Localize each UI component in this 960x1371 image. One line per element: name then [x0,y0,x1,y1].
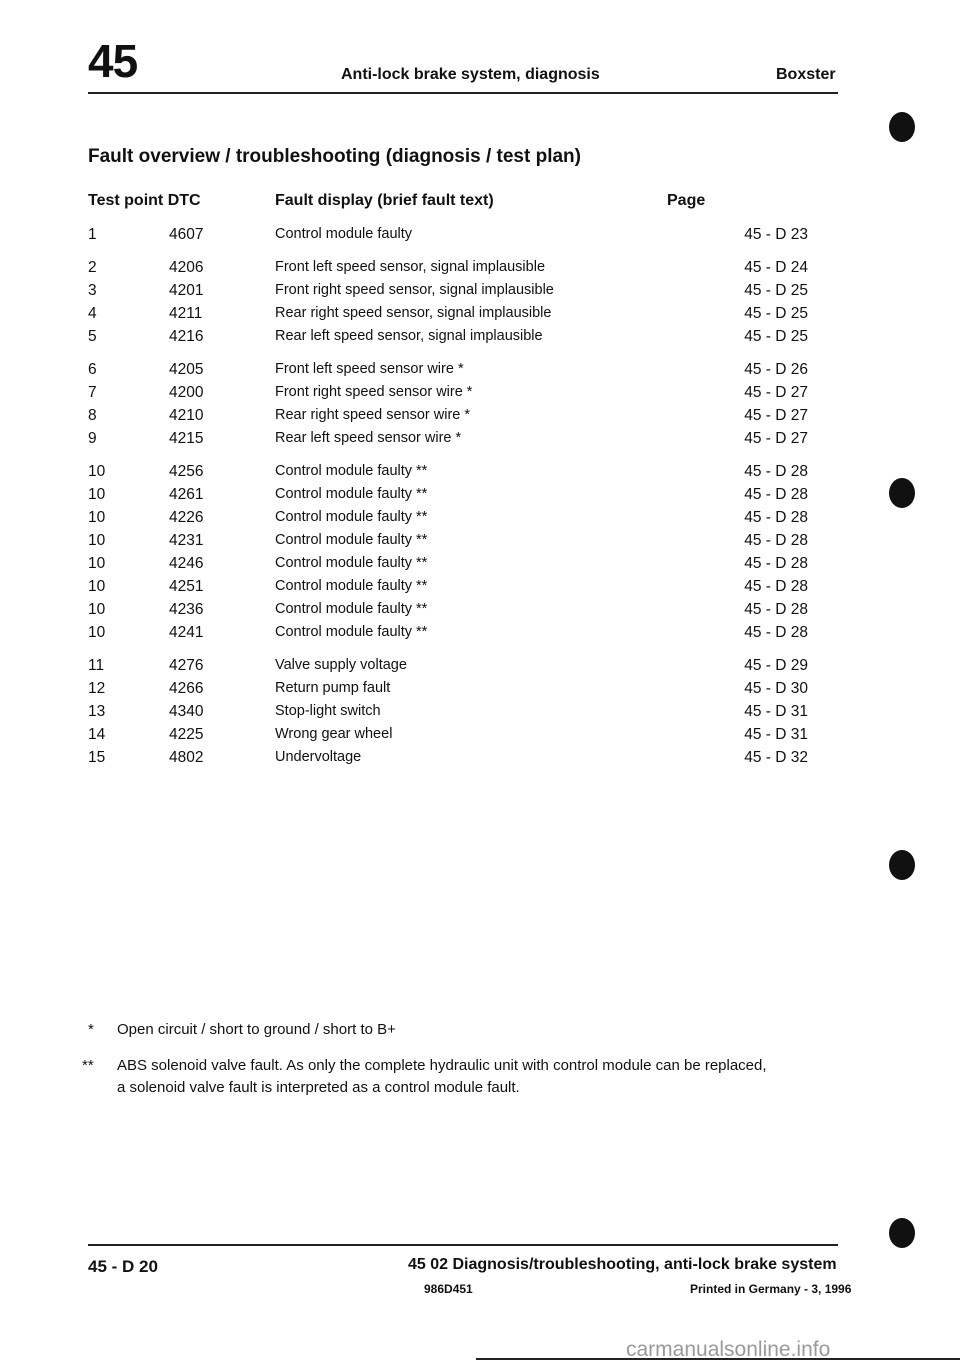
fault-text-cell: Front right speed sensor wire * [275,384,473,400]
fault-text-cell: Rear left speed sensor, signal implausible [275,328,543,344]
test-point-cell: 8 [88,407,97,424]
dtc-cell: 4210 [169,407,204,424]
page-ref-cell: 45 - D 28 [744,624,808,641]
fault-text-cell: Rear right speed sensor wire * [275,407,471,423]
test-point-cell: 4 [88,305,97,322]
footer-page-number: 45 - D 20 [88,1257,158,1276]
test-point-cell: 7 [88,384,97,401]
fault-text-cell: Rear left speed sensor wire * [275,430,462,446]
section-number: 45 [88,35,138,87]
table-row [88,601,808,624]
fault-text-cell: Stop-light switch [275,703,381,719]
fault-text-cell: Control module faulty [275,226,413,242]
table-row [88,226,808,249]
page-ref-cell: 45 - D 26 [744,361,808,378]
page-ref-cell: 45 - D 28 [744,578,808,595]
fault-text-cell: Control module faulty ** [275,463,428,479]
test-point-cell: 5 [88,328,97,345]
test-point-cell: 10 [88,555,106,572]
table-row [88,532,808,555]
page-ref-cell: 45 - D 25 [744,328,808,345]
dtc-cell: 4251 [169,578,204,595]
dtc-cell: 4802 [169,749,204,766]
dtc-cell: 4266 [169,680,204,697]
test-point-cell: 6 [88,361,97,378]
table-row [88,578,808,601]
dtc-cell: 4276 [169,657,204,674]
page-ref-cell: 45 - D 25 [744,305,808,322]
test-point-cell: 10 [88,509,106,526]
fault-text-cell: Control module faulty ** [275,555,428,571]
header-model: Boxster [776,66,836,83]
table-row [88,703,808,726]
fault-text-cell: Front right speed sensor, signal implausible [275,282,554,298]
dtc-cell: 4246 [169,555,204,572]
page-ref-cell: 45 - D 24 [744,259,808,276]
table-row [88,726,808,749]
table-row [88,328,808,351]
watermark: carmanualsonline.info [626,1338,831,1361]
table-row [88,361,808,384]
table-row [88,555,808,578]
fault-text-cell: Front left speed sensor wire * [275,361,464,377]
dtc-cell: 4256 [169,463,204,480]
footer-divider [88,1244,838,1246]
punch-hole-dot [889,850,915,880]
page-ref-cell: 45 - D 28 [744,555,808,572]
table-row [88,305,808,328]
page-ref-cell: 45 - D 27 [744,430,808,447]
punch-hole-dot [889,1218,915,1248]
dtc-cell: 4206 [169,259,204,276]
note-2-line-2: a solenoid valve fault is interpreted as a control module fault. [117,1079,520,1096]
test-point-cell: 10 [88,578,106,595]
fault-group [88,361,808,453]
table-row [88,407,808,430]
fault-text-cell: Return pump fault [275,680,391,696]
fault-group [88,463,808,647]
table-row [88,430,808,453]
page-ref-cell: 45 - D 31 [744,703,808,720]
page-ref-cell: 45 - D 28 [744,486,808,503]
fault-text-cell: Control module faulty ** [275,486,428,502]
note-1-text: Open circuit / short to ground / short to B+ [117,1021,396,1038]
footer-section-title: 45 02 Diagnosis/troubleshooting, anti-lock brake system [408,1256,837,1273]
test-point-cell: 10 [88,463,106,480]
fault-group [88,259,808,351]
fault-text-cell: Control module faulty ** [275,509,428,525]
column-header-test-point-dtc: Test point DTC [88,192,201,209]
dtc-cell: 4231 [169,532,204,549]
table-row [88,624,808,647]
page-ref-cell: 45 - D 31 [744,726,808,743]
test-point-cell: 13 [88,703,106,720]
table-row [88,384,808,407]
note-2-mark: ** [82,1057,94,1074]
page-ref-cell: 45 - D 30 [744,680,808,697]
table-row [88,486,808,509]
page-ref-cell: 45 - D 28 [744,601,808,618]
fault-group [88,657,808,772]
test-point-cell: 14 [88,726,106,743]
table-row [88,509,808,532]
column-header-fault-display: Fault display (brief fault text) [275,192,494,209]
page-ref-cell: 45 - D 29 [744,657,808,674]
page-title: Fault overview / troubleshooting (diagnosis / test plan) [88,146,581,167]
dtc-cell: 4236 [169,601,204,618]
dtc-cell: 4340 [169,703,204,720]
punch-hole-dot [889,112,915,142]
test-point-cell: 10 [88,601,106,618]
dtc-cell: 4226 [169,509,204,526]
test-point-cell: 2 [88,259,97,276]
dtc-cell: 4607 [169,226,204,243]
table-row [88,749,808,772]
fault-text-cell: Undervoltage [275,749,362,765]
test-point-cell: 11 [88,657,105,674]
dtc-cell: 4241 [169,624,204,641]
note-2-line-1: ABS solenoid valve fault. As only the complete hydraulic unit with control module can be replaced, [117,1057,767,1074]
punch-hole-dot [889,478,915,508]
test-point-cell: 9 [88,430,97,447]
fault-group [88,226,808,249]
page-ref-cell: 45 - D 28 [744,509,808,526]
fault-text-cell: Valve supply voltage [275,657,407,673]
fault-table [88,226,808,782]
table-row [88,463,808,486]
test-point-cell: 10 [88,532,106,549]
dtc-cell: 4211 [169,305,203,322]
test-point-cell: 3 [88,282,97,299]
page-ref-cell: 45 - D 28 [744,532,808,549]
dtc-cell: 4201 [169,282,204,299]
footer-printed: Printed in Germany - 3, 1996 [690,1282,852,1296]
page-ref-cell: 45 - D 27 [744,384,808,401]
note-1-mark: * [88,1021,94,1038]
page-ref-cell: 45 - D 25 [744,282,808,299]
fault-text-cell: Control module faulty ** [275,624,428,640]
fault-text-cell: Front left speed sensor, signal implausible [275,259,546,275]
dtc-cell: 4225 [169,726,204,743]
table-row [88,282,808,305]
test-point-cell: 10 [88,486,106,503]
fault-text-cell: Control module faulty ** [275,601,428,617]
footer-doc-code: 986D451 [424,1282,473,1296]
dtc-cell: 4205 [169,361,204,378]
dtc-cell: 4200 [169,384,204,401]
page-ref-cell: 45 - D 28 [744,463,808,480]
fault-text-cell: Control module faulty ** [275,532,428,548]
dtc-cell: 4261 [169,486,204,503]
test-point-cell: 10 [88,624,106,641]
header-divider [88,92,838,94]
fault-text-cell: Rear right speed sensor, signal implausible [275,305,552,321]
dtc-cell: 4215 [169,430,204,447]
table-row [88,680,808,703]
fault-text-cell: Wrong gear wheel [275,726,393,742]
test-point-cell: 12 [88,680,106,697]
page-ref-cell: 45 - D 23 [744,226,808,243]
test-point-cell: 1 [88,226,97,243]
dtc-cell: 4216 [169,328,204,345]
page-ref-cell: 45 - D 32 [744,749,808,766]
fault-text-cell: Control module faulty ** [275,578,428,594]
table-row [88,259,808,282]
table-row [88,657,808,680]
page-ref-cell: 45 - D 27 [744,407,808,424]
header-title: Anti-lock brake system, diagnosis [341,66,600,83]
column-header-page: Page [667,192,706,209]
test-point-cell: 15 [88,749,106,766]
